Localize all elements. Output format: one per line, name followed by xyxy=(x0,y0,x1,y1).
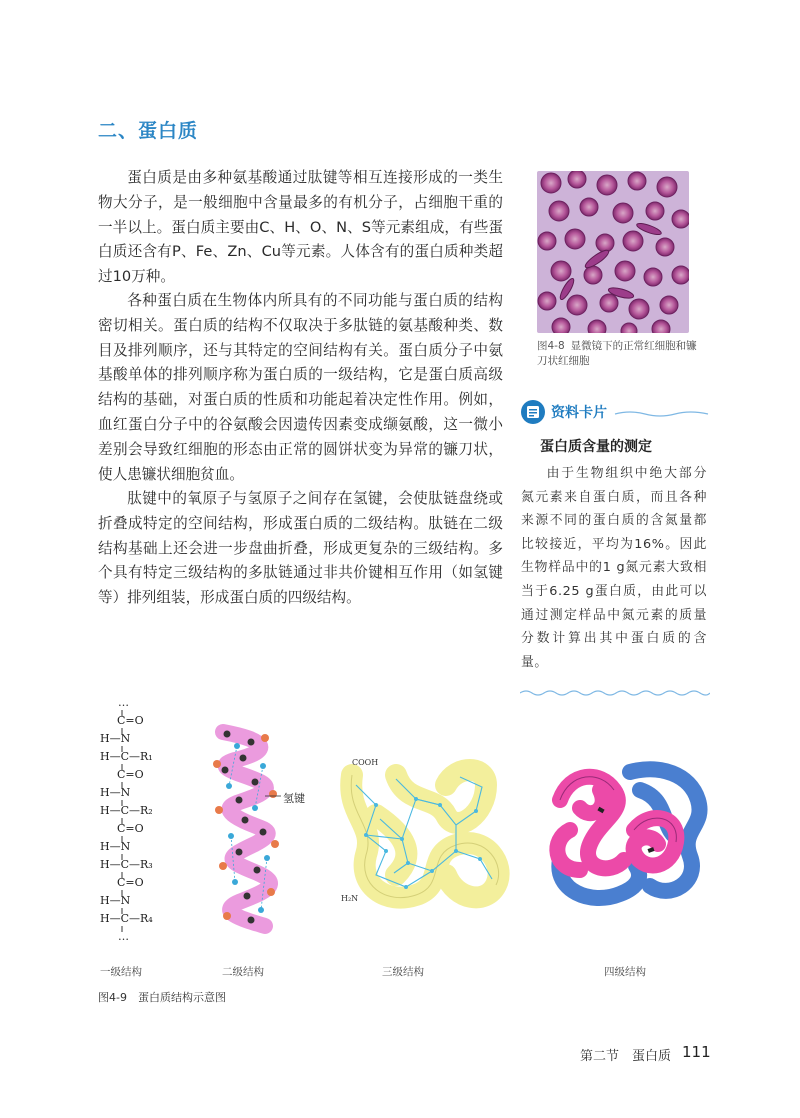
info-card-title: 蛋白质含量的测定 xyxy=(540,439,652,455)
primary-line: H—C—R₄ xyxy=(100,912,153,925)
fig48-number: 图4-8 xyxy=(537,340,565,352)
info-card-label: 资料卡片 xyxy=(551,405,607,421)
primary-line: C=O xyxy=(117,768,144,781)
paragraph-1: 蛋白质是由多种氨基酸通过肽键等相互连接形成的一类生物大分子，是一般细胞中含量最多的有机分子，占细胞干重的一半以上。蛋白质主要由C、H、O、N、S等元素组成，有些蛋白质还含有P、Fe、Zn、Cu等元素。人体含有的蛋白质种类超过10万种。 xyxy=(98,169,503,286)
secondary-structure-helix xyxy=(205,720,315,935)
tertiary-structure-diagram xyxy=(336,755,521,915)
info-card-header-rule xyxy=(520,400,710,424)
paragraph-3: 肽键中的氧原子与氢原子之间存在氢键，会使肽链盘绕或折叠成特定的空间结构，形成蛋白质的二级结构。肽链在二级结构基础上还会进一步盘曲折叠，形成更复杂的三级结构。多个具有特定三级结构的多肽链通过非共价键相互作用（如氢键等）排列组装，形成蛋白质的四级结构。 xyxy=(98,490,503,607)
info-card-body: 由于生物组织中绝大部分氮元素来自蛋白质，而且各种来源不同的蛋白质的含氮量都比较接近，平均为16%。因此生物样品中的1 g氮元素大致相当于6.25 g蛋白质，由此可以通过测定样品中氮元素的质量分数计算出其中蛋白质的含量。 xyxy=(521,466,707,670)
primary-line: H—N xyxy=(100,786,131,799)
label-primary-structure: 一级结构 xyxy=(100,966,142,978)
hydrogen-bond-label: 氢键 xyxy=(283,792,305,805)
paragraph-2: 各种蛋白质在生物体内所具有的不同功能与蛋白质的结构密切相关。蛋白质的结构不仅取决于多肽链的氨基酸种类、数目及排列顺序，还与其特定的空间结构有关。蛋白质分子中氨基酸单体的排列顺序称为蛋白质的一级结构，它是蛋白质高级结构的基础，对蛋白质的性质和功能起着决定性作用。例如，血红蛋白分子中的谷氨酸会因遗传因素变成缬氨酸，这一微小差别会导致红细胞的形态由正常的圆饼状变为异常的镰刀状，使人患镰状细胞贫血。 xyxy=(98,292,503,483)
info-card-bottom-rule xyxy=(520,682,710,690)
label-tertiary-structure: 三级结构 xyxy=(382,966,424,978)
info-card-icon xyxy=(520,399,546,425)
footer-section: 第二节 蛋白质 xyxy=(580,1049,672,1064)
cooh-label: COOH xyxy=(352,758,379,767)
primary-line: H—N xyxy=(100,732,131,745)
primary-line: H—C—R₁ xyxy=(100,750,153,763)
primary-line: H—N xyxy=(100,894,131,907)
fig48-caption-text: 显微镜下的正常红细胞和镰刀状红细胞 xyxy=(537,340,697,367)
primary-line: … xyxy=(118,696,129,709)
page-number: 111 xyxy=(682,1043,711,1061)
fig48-caption xyxy=(537,339,697,369)
primary-line: H—N xyxy=(100,840,131,853)
primary-line: H—C—R₃ xyxy=(100,858,153,871)
fig49-caption: 图4-9 蛋白质结构示意图 xyxy=(98,991,226,1004)
primary-line: C=O xyxy=(117,876,144,889)
red-blood-cell-micrograph xyxy=(537,171,689,333)
primary-line: C=O xyxy=(117,822,144,835)
h2n-label: H₂N xyxy=(341,894,359,903)
primary-structure-formula xyxy=(98,696,218,952)
primary-line: H—C—R₂ xyxy=(100,804,153,817)
label-secondary-structure: 二级结构 xyxy=(222,966,264,978)
quaternary-structure-diagram xyxy=(540,760,710,910)
label-quaternary-structure: 四级结构 xyxy=(604,966,646,978)
section-title: 二、蛋白质 xyxy=(98,120,199,142)
primary-line: C=O xyxy=(117,714,144,727)
primary-line: … xyxy=(118,930,129,943)
